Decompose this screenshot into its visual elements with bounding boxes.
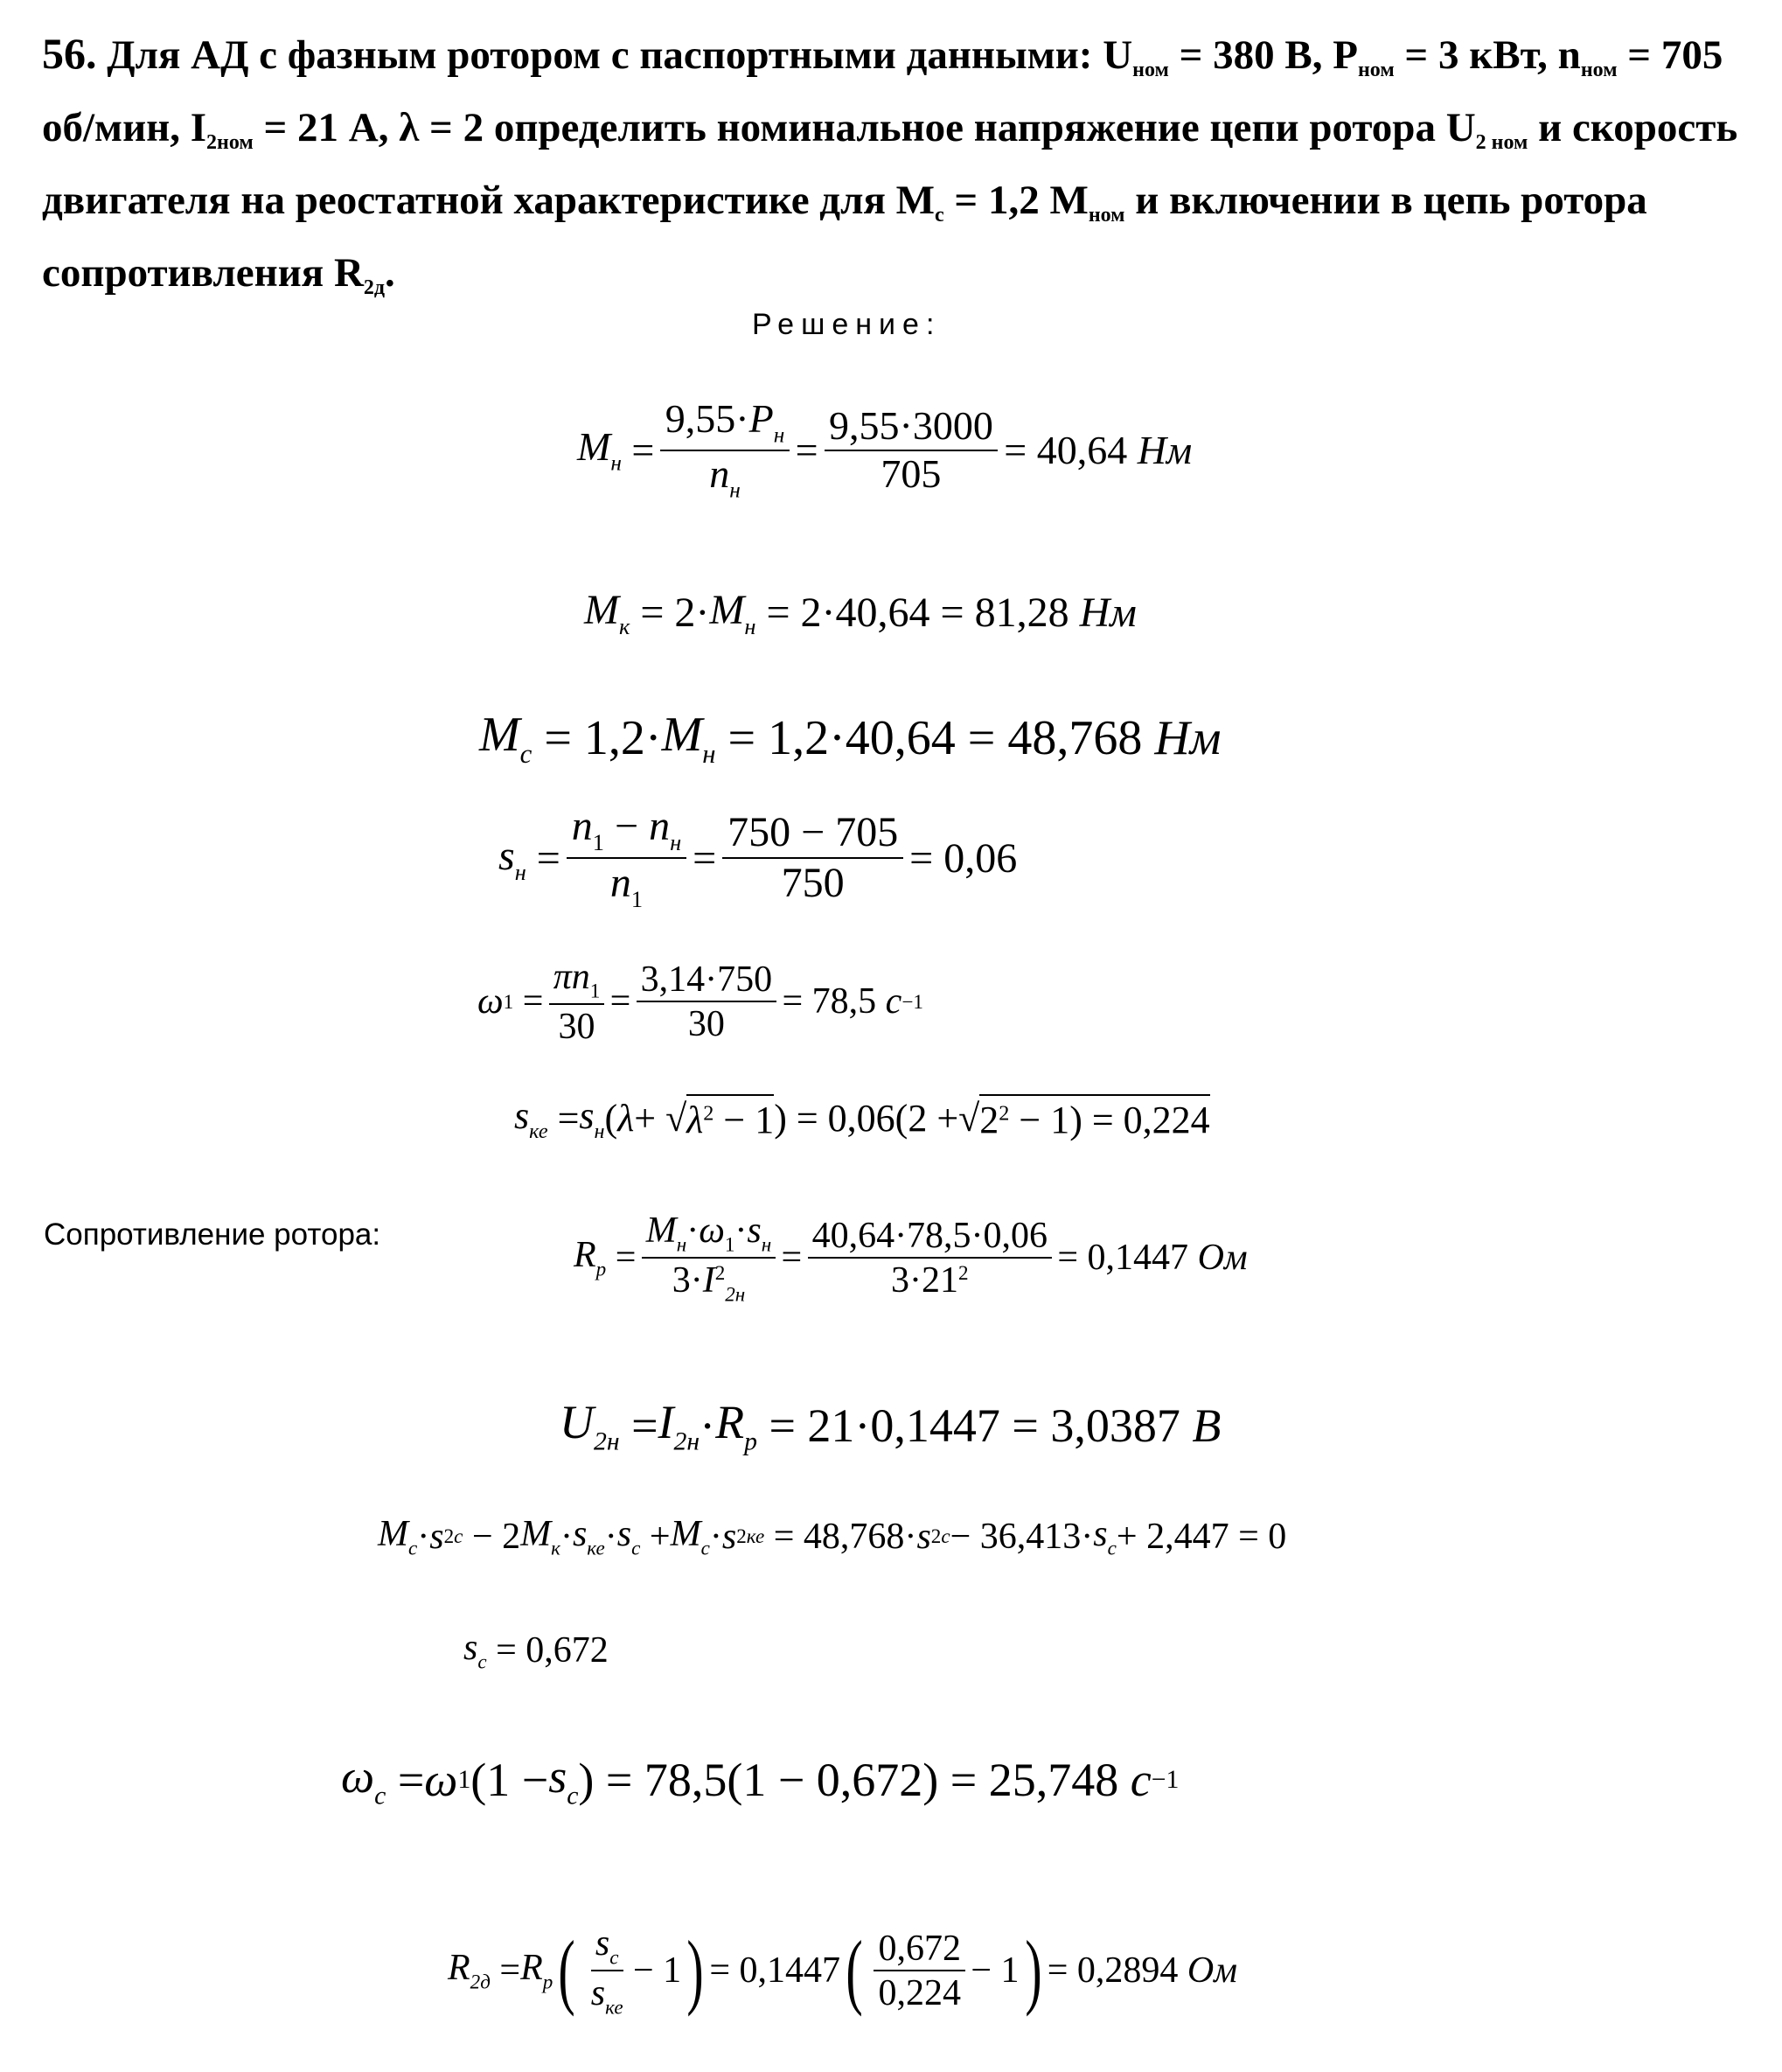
equation-critical-slip: $s_{ке}$ = $s_н$ ( λ + √ $\lambda^2 - 1$ ) = 0,06(2 + √ $2^2 - 1) = 0,224$	[514, 1094, 1210, 1143]
equation-slip-result: $s_c$ = 0,672	[463, 1628, 609, 1673]
mn-result: = 40,64	[1004, 428, 1128, 473]
quad-result: − 36,413·	[950, 1516, 1094, 1557]
rp-result: = 0,1447	[1057, 1238, 1189, 1279]
r2d-result: = 0,2894	[1047, 1950, 1179, 1992]
problem-text: = 21 А, λ = 2 определить номинальное напряжение цепи ротора U	[253, 105, 1476, 150]
mc-expr: = 1,2·	[544, 710, 662, 765]
problem-text: и включении в цепь ротора сопротивления R	[42, 178, 1647, 296]
mc-expr: = 1,2·40,64 = 48,768	[727, 710, 1143, 765]
sn-result: = 0,06	[909, 834, 1018, 882]
mn-num: 9,55·	[665, 396, 749, 441]
problem-text: Для АД с фазным ротором с паспортными данными: U	[107, 32, 1133, 78]
problem-statement	[42, 24, 1738, 317]
wc-result: = 78,5(1 − 0,672) = 25,748	[605, 1754, 1119, 1807]
sub: ном	[1132, 59, 1169, 81]
equation-synchronous-speed: ω 1 = $\frac{\pi n_1}{30}$ = $\frac{3,14\cdot 750}{30}$ = 78,5 c −1	[477, 957, 923, 1047]
problem-text: и скорость двигателя на реостатной характеристике для M	[42, 105, 1738, 223]
problem-text: .	[385, 250, 395, 296]
equation-critical-torque: $M_к$ = 2· $M_н$ = 2·40,64 = 81,28 Нм	[584, 587, 1137, 639]
u2-result: = 21·0,1447 = 3,0387	[769, 1399, 1180, 1453]
sub: 2 ном	[1475, 131, 1528, 154]
mn-num: 9,55·	[829, 402, 913, 448]
problem-text: = 3 кВт, n	[1394, 32, 1581, 78]
quad-result: + 2,447 = 0	[1116, 1516, 1287, 1557]
mk-expr: = 2·40,64 = 81,28	[766, 590, 1069, 637]
r2d-den: 0,224	[878, 1972, 961, 2013]
equation-added-resistance: $R_{2д}$ = $R_р$ ( $\frac{s_c}{s_{ке}}$ − 1 ) = 0,1447 ( $\frac{0,672}{0,224}$ − 1 ) = 0,2894 Ом	[448, 1922, 1238, 2019]
equation-motor-speed: $\omega_c$ = ω 1 (1 − $s_c$ ) = 78,5(1 − 0,672) = 25,748 c −1	[341, 1750, 1180, 1810]
mn-den: 705	[881, 451, 942, 497]
sub: ном	[1088, 204, 1125, 227]
ske-result: − 1) = 0,224	[1009, 1099, 1210, 1142]
rp-num: 40,64·78,5·0,06	[808, 1217, 1053, 1259]
solution-heading: Решение:	[752, 308, 942, 341]
equation-rated-slip: $s_н$ = $\frac{n_1 - n_н}{n_1}$ = $\frac{750 - 705}{750}$ = 0,06	[498, 803, 1018, 913]
mn-num: 3000	[912, 402, 993, 448]
sn-num: 750 − 705	[722, 811, 903, 859]
sub: ном	[1357, 59, 1395, 81]
equation-rotor-voltage: $U_{2н}$ = $I_{2н}$ · $R_р$ = 21·0,1447 = 3,0387 В	[560, 1396, 1222, 1456]
r2d-mid: = 0,1447	[709, 1950, 840, 1992]
sc-result: = 0,672	[496, 1629, 609, 1671]
sub: c	[935, 204, 944, 227]
problem-number: 56.	[42, 29, 97, 78]
problem-text: = 380 В, P	[1168, 32, 1358, 78]
w1-result: = 78,5	[782, 981, 877, 1022]
rp-den: 3·21	[891, 1259, 959, 1301]
w1-num: 3,14·750	[637, 960, 777, 1003]
problem-text: = 1,2 M	[943, 178, 1089, 223]
mk-expr: = 2·	[640, 590, 710, 637]
w1-den: 30	[687, 1003, 725, 1044]
sub: 2д	[363, 276, 386, 299]
r2d-num: 0,672	[874, 1929, 965, 1972]
problem-text: = 705 об/мин, I	[42, 32, 1723, 150]
sub: 2ном	[206, 131, 254, 154]
quad-result: = 48,768·	[773, 1516, 917, 1557]
ske-result: = 0,06(2 +	[796, 1097, 959, 1141]
sub: ном	[1580, 59, 1618, 81]
equation-slip-quadratic: $M_c$ · s 2 c − 2 $M_к$ · $s_{ке}$ · $s_c$ + $M_c$ · s 2 ке = 48,768· s 2 c − 36,413· $s_c$ + 2,447 = 0	[378, 1514, 1287, 1559]
sn-den: 750	[781, 860, 845, 907]
equation-load-torque: $M_c$ = 1,2· $M_н$ = 1,2·40,64 = 48,768 Нм	[479, 708, 1222, 769]
equation-rated-torque: $M_н$ = $\frac{9,55\cdot P_н}{n_н}$ = $\frac{9,55\cdot 3000}{705}$ = 40,64 Нм	[577, 396, 1193, 503]
equation-rotor-resistance: $R_р$ = $\frac{M_н\cdot\omega_1\cdot s_н}{3\cdot I^2_{2н}}$ = $\frac{40,64\cdot 78,5\cdot 0,06}{3\cdot 21^2}$ = 0,1447 Ом	[574, 1210, 1248, 1306]
rotor-resistance-label: Сопротивление ротора:	[44, 1217, 381, 1252]
